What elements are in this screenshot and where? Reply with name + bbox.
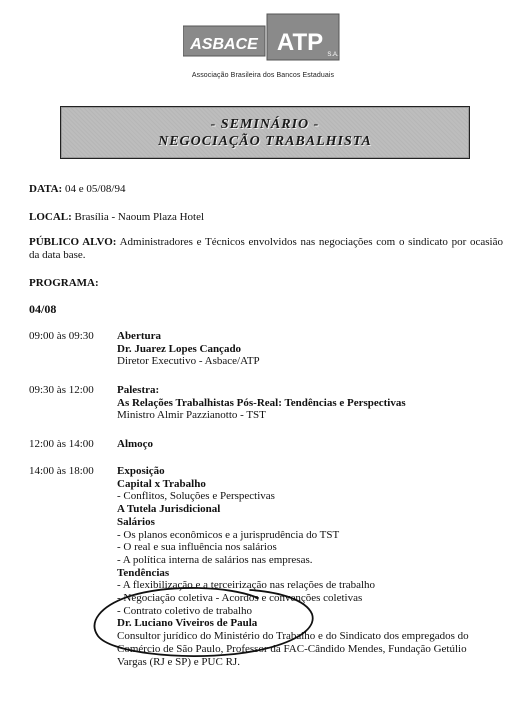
schedule-line: - A política interna de salários nas empresas. bbox=[117, 553, 313, 566]
schedule-line: - Contrato coletivo de trabalho bbox=[117, 604, 253, 617]
schedule-block bbox=[117, 330, 260, 368]
date-label: DATA: bbox=[29, 183, 63, 195]
location-label: LOCAL: bbox=[29, 211, 72, 223]
schedule-line: Abertura bbox=[117, 330, 161, 342]
schedule-line: Comércio de São Paulo, Professor da FAC-Cândido Mendes, Fundação Getúlio bbox=[117, 642, 467, 655]
schedule-line: Exposição bbox=[117, 465, 165, 477]
logo-left-text: ASBACE bbox=[190, 36, 258, 53]
time-slot: 09:30 às 12:00 bbox=[29, 384, 94, 396]
schedule-line: - Os planos econômicos e a jurisprudência do TST bbox=[117, 528, 340, 541]
schedule-line: Ministro Almir Pazzianotto - TST bbox=[117, 409, 266, 422]
schedule-line: Tendências bbox=[117, 566, 170, 579]
banner-line-1: - SEMINÁRIO - bbox=[210, 117, 320, 132]
date-value: 04 e 05/08/94 bbox=[62, 183, 126, 195]
date-line bbox=[29, 183, 125, 196]
audience-value: Administradores e Técnicos envolvidos nas negociações com o sindicato por ocasião da data base. bbox=[29, 236, 503, 261]
audience-label: PÚBLICO ALVO: bbox=[29, 236, 117, 248]
schedule-line: As Relações Trabalhistas Pós-Real: Tendências e Perspectivas bbox=[117, 396, 406, 409]
schedule-line: - O real e sua influência nos salários bbox=[117, 541, 277, 554]
day-heading: 04/08 bbox=[29, 302, 57, 316]
logo-subtitle: Associação Brasileira dos Bancos Estaduais bbox=[191, 72, 335, 79]
schedule-line: Palestra: bbox=[117, 384, 160, 396]
program-heading: PROGRAMA: bbox=[29, 277, 99, 289]
schedule-line: Vargas (RJ e SP) e PUC RJ. bbox=[117, 655, 240, 668]
schedule-line: - A flexibilização e a terceirização nas relações de trabalho bbox=[117, 579, 376, 592]
schedule-block bbox=[117, 438, 153, 451]
logo-right-text: ATP bbox=[276, 29, 324, 56]
time-slot: 14:00 às 18:00 bbox=[29, 465, 94, 477]
schedule-line: Almoço bbox=[117, 438, 154, 450]
schedule-line: - Conflitos, Soluções e Perspectivas bbox=[117, 490, 275, 503]
schedule-block bbox=[117, 465, 469, 668]
location-value: Brasília - Naoum Plaza Hotel bbox=[71, 211, 205, 223]
asbace-atp-logo bbox=[183, 12, 348, 82]
schedule-line: Salários bbox=[117, 515, 155, 528]
location-line bbox=[29, 211, 204, 224]
logo-small-text: S.A. bbox=[327, 52, 339, 58]
schedule-line: Capital x Trabalho bbox=[117, 477, 206, 490]
audience-paragraph bbox=[29, 236, 503, 262]
schedule-line: Dr. Juarez Lopes Cançado bbox=[117, 342, 242, 355]
schedule-line: Consultor jurídico do Ministério do Trabalho e do Sindicato dos empregados do bbox=[117, 630, 469, 643]
schedule-line: A Tutela Jurisdicional bbox=[117, 503, 221, 516]
banner-line-2: NEGOCIAÇÃO TRABALHISTA bbox=[158, 134, 372, 149]
schedule-line: Dr. Luciano Viveiros de Paula bbox=[117, 617, 258, 630]
logo-graphic bbox=[183, 12, 348, 72]
time-slot: 09:00 às 09:30 bbox=[29, 330, 94, 342]
time-slot: 12:00 às 14:00 bbox=[29, 438, 94, 450]
schedule-block bbox=[117, 384, 406, 422]
schedule-line: - Negociação coletiva - Acordos e convenções coletivas bbox=[117, 592, 363, 605]
seminar-banner bbox=[60, 106, 470, 159]
schedule-line: Diretor Executivo - Asbace/ATP bbox=[117, 355, 260, 368]
